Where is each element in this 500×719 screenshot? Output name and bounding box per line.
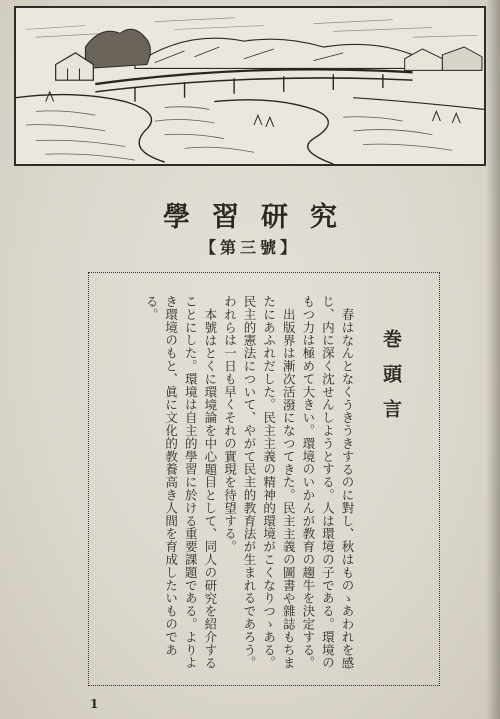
foreword-title: 巻頭言	[380, 329, 402, 434]
foreword-paragraph: 本號はとくに環境論を中心題目として、同人の研究を紹介することにした。環境は自主的學習に於ける重要課題である。よりよき環境のもと、眞に文化的教養高き人間を育成したいものである。	[144, 295, 218, 670]
foreword-paragraph: 春はなんとなくうきうきするのに對し、秋はものゝあわれを感じ、内に深く沈せんしようとする。人は環境の子である。環境のもつ力は極めて大きい。環境のいかんが教育の趨牛を決定する。	[300, 295, 355, 670]
journal-title: 學習研究	[163, 202, 359, 233]
spine-shadow	[486, 0, 500, 719]
foreword-box	[88, 272, 440, 686]
issue-number: 【第三號】	[199, 238, 300, 257]
header-illustration	[14, 6, 486, 166]
foreword-body	[107, 295, 357, 670]
landscape-bridge-illustration	[16, 8, 484, 164]
foreword-paragraph: 出版界は漸次活潑になつてきた。民主主義の圖書や雜誌もちまたにあふれだした。民主主義の精神的環境がこくなりつゝある。民主的憲法について、やがて民主的教育法が生まれるであろう。われらは一日も早くそれの實現を待望する。	[222, 295, 297, 670]
page-number: 1	[90, 697, 99, 711]
